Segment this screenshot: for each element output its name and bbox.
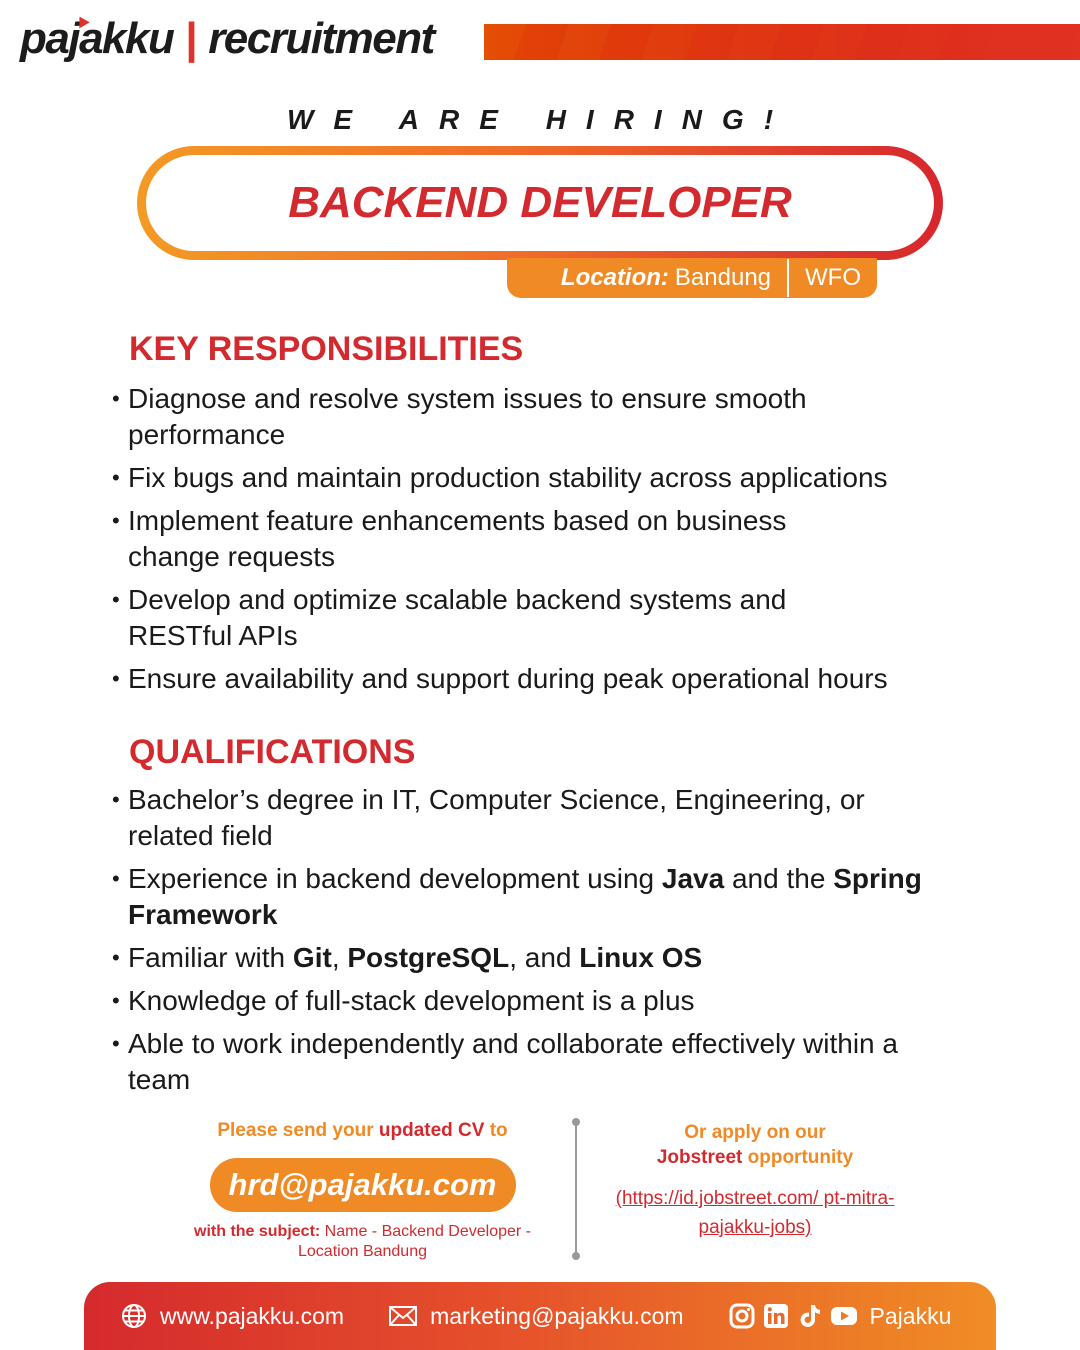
role-banner-inner xyxy=(146,155,934,251)
item-text: , xyxy=(331,942,348,973)
jobstreet-highlight: Jobstreet xyxy=(656,1147,743,1168)
list-item: • Develop and optimize scalable backend systems and RESTful APIs xyxy=(112,582,852,654)
linkedin-icon[interactable] xyxy=(762,1302,790,1330)
instagram-icon[interactable] xyxy=(728,1302,756,1330)
responsibilities-list xyxy=(112,381,972,704)
jobstreet-link[interactable]: (https://id.jobstreet.com/ pt-mitra-pajakku-jobs) xyxy=(615,1188,895,1238)
item-text: Experience in backend development using xyxy=(128,863,662,894)
list-item xyxy=(112,940,972,976)
list-item: • Implement feature enhancements based on business change requests xyxy=(112,503,852,575)
hiring-tagline: WE ARE HIRING! xyxy=(286,104,794,135)
list-item: • Able to work independently and collaborate effectively within a team xyxy=(112,1026,952,1098)
tiktok-icon[interactable] xyxy=(796,1302,824,1330)
skill-linux: Linux OS xyxy=(579,942,703,973)
brand-section: recruitment xyxy=(208,14,434,63)
footer-website[interactable] xyxy=(120,1302,344,1330)
social-links xyxy=(728,1302,952,1330)
item-text: and the xyxy=(724,863,834,894)
item-text: Familiar with xyxy=(128,942,293,973)
list-item: • Knowledge of full-stack development is a plus xyxy=(112,983,972,1019)
list-item: • Fix bugs and maintain production stability across applications xyxy=(112,460,972,496)
skill-java: Java xyxy=(661,863,725,894)
role-title: BACKEND DEVELOPER xyxy=(288,178,792,227)
apply-divider xyxy=(575,1120,577,1258)
location-tab xyxy=(507,258,877,298)
skill-git: Git xyxy=(292,942,332,973)
list-item xyxy=(112,861,972,933)
work-mode: WFO xyxy=(805,264,861,291)
qualifications-list xyxy=(112,782,972,1105)
send-pre: Please send your xyxy=(217,1120,379,1141)
send-post: to xyxy=(484,1120,508,1141)
subject-value: Name - Backend Developer - Location Bandung xyxy=(298,1223,531,1260)
header xyxy=(0,0,1080,90)
header-stripe-decoration xyxy=(484,24,1080,60)
or-post: opportunity xyxy=(742,1147,854,1168)
location-label: Location: xyxy=(560,264,669,291)
jobstreet-text xyxy=(610,1120,900,1170)
apply-email-block xyxy=(180,1120,545,1262)
list-item: • Ensure availability and support during peak operational hours xyxy=(112,661,972,697)
subject-text xyxy=(180,1222,545,1262)
skill-spring: Spring Framework xyxy=(128,863,922,930)
mail-icon xyxy=(388,1305,418,1327)
footer-website-text: www.pajakku.com xyxy=(160,1302,345,1329)
list-item: • Bachelor’s degree in IT, Computer Science, Engineering, or related field xyxy=(112,782,912,854)
send-highlight: updated CV xyxy=(378,1120,485,1141)
brand-separator: | xyxy=(185,14,197,63)
apply-jobstreet-block xyxy=(610,1120,900,1242)
list-item: • Diagnose and resolve system issues to ensure smooth performance xyxy=(112,381,872,453)
location-value: Bandung xyxy=(674,264,772,291)
qualifications-title: QUALIFICATIONS xyxy=(129,733,416,771)
subject-label: with the subject: xyxy=(194,1223,321,1240)
or-pre: Or apply on our xyxy=(684,1122,826,1143)
responsibilities-title: KEY RESPONSIBILITIES xyxy=(129,330,524,368)
brand-name: pajakku xyxy=(20,14,174,63)
item-text: , and xyxy=(509,942,580,973)
youtube-icon[interactable] xyxy=(830,1302,858,1330)
social-handle: Pajakku xyxy=(869,1302,952,1329)
hr-email-button[interactable]: hrd@pajakku.com xyxy=(210,1158,516,1212)
brand-logo[interactable] xyxy=(20,14,434,64)
footer-email-text: marketing@pajakku.com xyxy=(430,1302,684,1329)
role-banner xyxy=(137,146,943,260)
globe-icon xyxy=(120,1302,148,1330)
location-divider xyxy=(787,259,789,297)
send-cv-text xyxy=(180,1120,545,1142)
footer xyxy=(84,1282,996,1350)
footer-email[interactable] xyxy=(388,1303,683,1330)
skill-postgresql: PostgreSQL xyxy=(347,942,510,973)
